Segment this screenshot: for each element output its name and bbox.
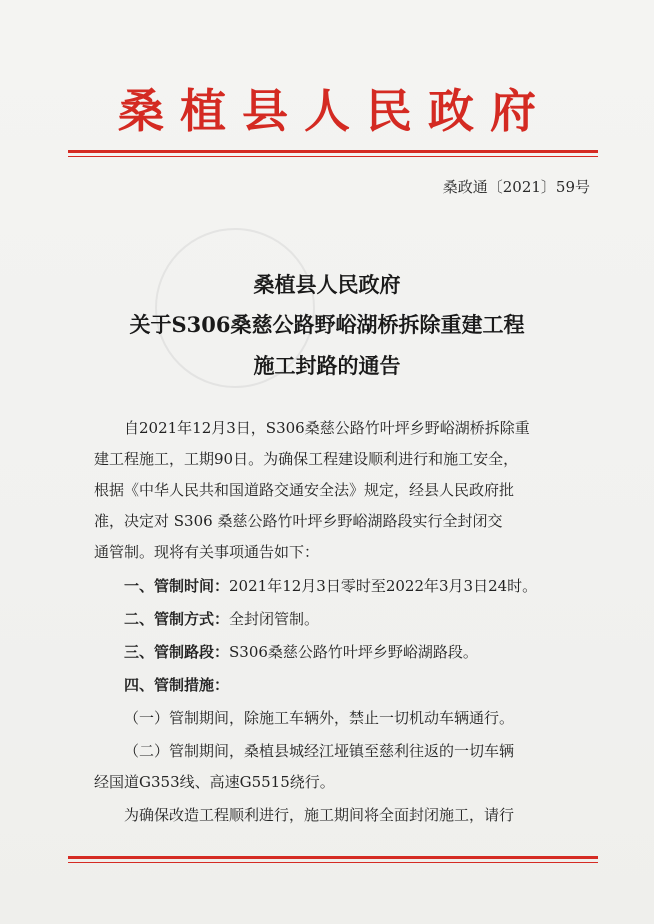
item-value: 全封闭管制。	[229, 610, 320, 628]
footer-red-rule-thin	[68, 862, 598, 863]
measure-line-1: （一）管制期间，除施工车辆外，禁止一切机动车辆通行。	[124, 709, 515, 727]
item-control-time	[124, 576, 610, 597]
document-number: 桑政通〔2021〕59号	[442, 178, 590, 196]
item-label: 三、管制路段：	[124, 643, 230, 661]
item-label: 二、管制方式：	[124, 610, 230, 628]
measure-line-2: （二）管制期间，桑植县城经江垭镇至慈利往返的一切车辆	[124, 742, 515, 760]
intro-line-2: 建工程施工，工期90日。为确保工程建设顺利进行和施工安全，	[94, 450, 519, 468]
footer-red-rule-thick	[68, 856, 598, 859]
notice-title-line-2: 关于S306桑慈公路野峪湖桥拆除重建工程	[129, 312, 525, 337]
item-label: 四、管制措施：	[124, 676, 230, 694]
header-red-rule-thick	[68, 150, 598, 153]
item-value: S306桑慈公路竹叶坪乡野峪湖路段。	[229, 643, 478, 661]
item-value: 2021年12月3日零时至2022年3月3日24时。	[229, 577, 538, 595]
notice-title-line-3: 施工封路的通告	[253, 353, 401, 378]
measure-line-3: 经国道G353线、高速G5515绕行。	[94, 773, 335, 791]
item-label: 一、管制时间：	[124, 577, 230, 595]
intro-line-1: 自2021年12月3日，S306桑慈公路竹叶坪乡野峪湖桥拆除重	[124, 419, 530, 437]
item-control-method	[124, 609, 610, 630]
issuing-authority-header: 桑植县人民政府	[118, 84, 552, 138]
item-control-measures	[124, 675, 610, 696]
intro-line-5: 通管制。现将有关事项通告如下：	[94, 543, 320, 561]
notice-title-line-1: 桑植县人民政府	[253, 272, 401, 297]
item-control-section	[124, 642, 610, 663]
header-red-rule-thin	[68, 156, 598, 157]
intro-line-4: 准，决定对 S306 桑慈公路竹叶坪乡野峪湖路段实行全封闭交	[94, 512, 503, 530]
intro-line-3: 根据《中华人民共和国道路交通安全法》规定，经县人民政府批	[94, 481, 515, 499]
closing-line: 为确保改造工程顺利进行，施工期间将全面封闭施工，请行	[124, 806, 515, 824]
